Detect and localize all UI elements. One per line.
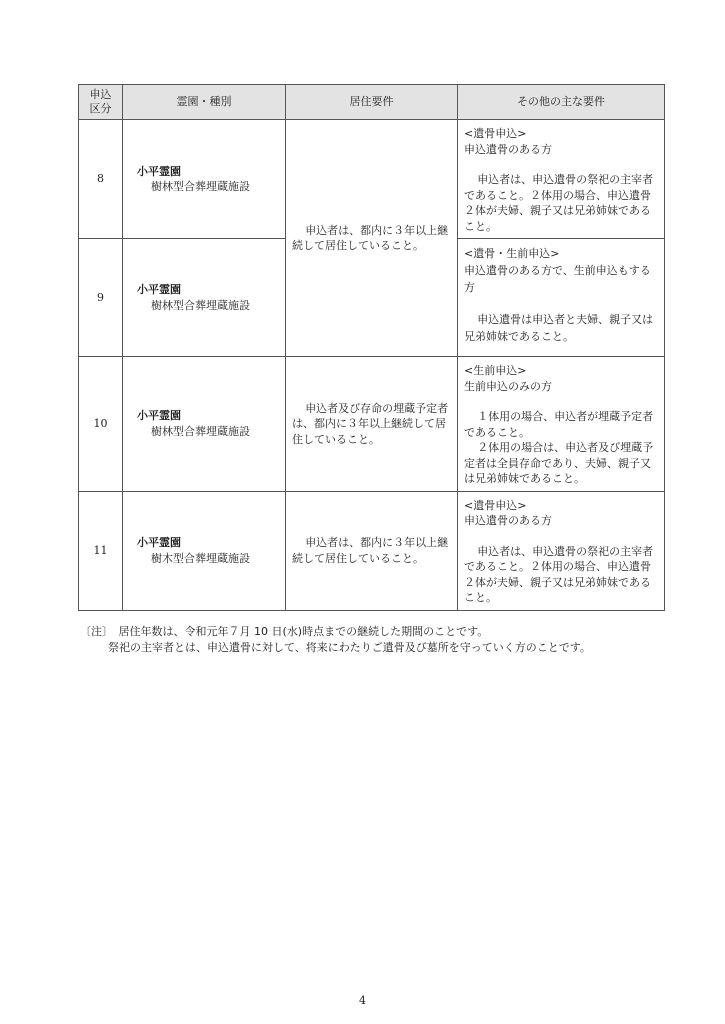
header-row	[79, 85, 665, 120]
other-line: 申込遺骨は申込者と夫婦、親子又は兄弟姉妹であること。	[464, 313, 654, 343]
other-heading: <生前申込>	[464, 364, 527, 377]
residence-text: 申込者は、都内に３年以上継続して居住していること。	[292, 536, 449, 565]
other-line: 生前申込のみの方	[464, 379, 552, 393]
other-heading: <遺骨申込>	[464, 127, 527, 140]
residence-text: 申込者及び存命の埋蔵予定者は、都内に３年以上継続して居住していること。	[292, 401, 449, 446]
cemetery-cell	[123, 357, 286, 492]
page-number: 4	[359, 994, 366, 1007]
table-row	[79, 357, 665, 492]
other-line: ２体用の場合は、申込者及び埋蔵予定者は全員存命であり、夫婦、親子又は兄弟姉妹であること。	[464, 441, 654, 485]
other-cell	[458, 120, 665, 239]
note-line-1: 〔注〕 居住年数は、令和元年７月 10 日(水)時点までの継続した期間のことです。	[80, 625, 489, 638]
cemetery-cell	[123, 491, 286, 610]
other-line: １体用の場合、申込者が埋蔵予定者であること。	[464, 410, 654, 439]
other-heading: <遺骨・生前申込>	[464, 247, 560, 260]
other-heading: <遺骨申込>	[464, 498, 527, 512]
table-row	[79, 120, 665, 239]
residence-cell	[286, 357, 458, 492]
cemetery-type: 樹林型合葬埋蔵施設	[151, 298, 250, 312]
cemetery-type: 樹林型合葬埋蔵施設	[151, 424, 250, 438]
other-cell	[458, 239, 665, 357]
cemetery-name: 小平霊園	[137, 409, 181, 423]
row-number: 11	[79, 491, 123, 610]
other-cell	[458, 357, 665, 492]
cemetery-type: 樹木型合葬埋蔵施設	[151, 551, 250, 565]
cemetery-type: 樹林型合葬埋蔵施設	[151, 180, 250, 193]
cemetery-name: 小平霊園	[137, 536, 181, 549]
other-line: 申込遺骨のある方	[464, 514, 552, 527]
row-number: 10	[79, 357, 123, 492]
row-number: 8	[79, 120, 123, 239]
other-line: 申込遺骨のある方で、生前申込もする方	[464, 264, 651, 294]
other-cell	[458, 491, 665, 610]
residence-cell	[286, 120, 458, 357]
notes	[80, 624, 591, 656]
header-residence: 居住要件	[286, 85, 458, 120]
cemetery-cell	[123, 120, 286, 239]
row-number: 9	[79, 239, 123, 357]
requirements-table	[78, 84, 665, 611]
table-row	[79, 491, 665, 610]
cemetery-name: 小平霊園	[137, 283, 181, 296]
cemetery-cell	[123, 239, 286, 357]
cemetery-name: 小平霊園	[137, 164, 181, 178]
other-line: 申込者は、申込遺骨の祭祀の主宰者であること。２体用の場合、申込遺骨２体が夫婦、親子又は兄弟姉妹であること。	[464, 173, 654, 233]
header-category: 申込 区分	[79, 85, 123, 120]
header-cemetery: 霊園・種別	[123, 85, 286, 120]
note-line-2: 祭祀の主宰者とは、申込遺骨に対して、将来にわたりご遺骨及び墓所を守っていく方のことです。	[108, 641, 591, 654]
other-line: 申込遺骨のある方	[464, 142, 552, 156]
residence-cell	[286, 491, 458, 610]
other-line: 申込者は、申込遺骨の祭祀の主宰者であること。２体用の場合、申込遺骨２体が夫婦、親子又は兄弟姉妹であること。	[464, 544, 654, 604]
header-other: その他の主な要件	[458, 85, 665, 120]
residence-text: 申込者は、都内に３年以上継続して居住していること。	[292, 223, 449, 252]
